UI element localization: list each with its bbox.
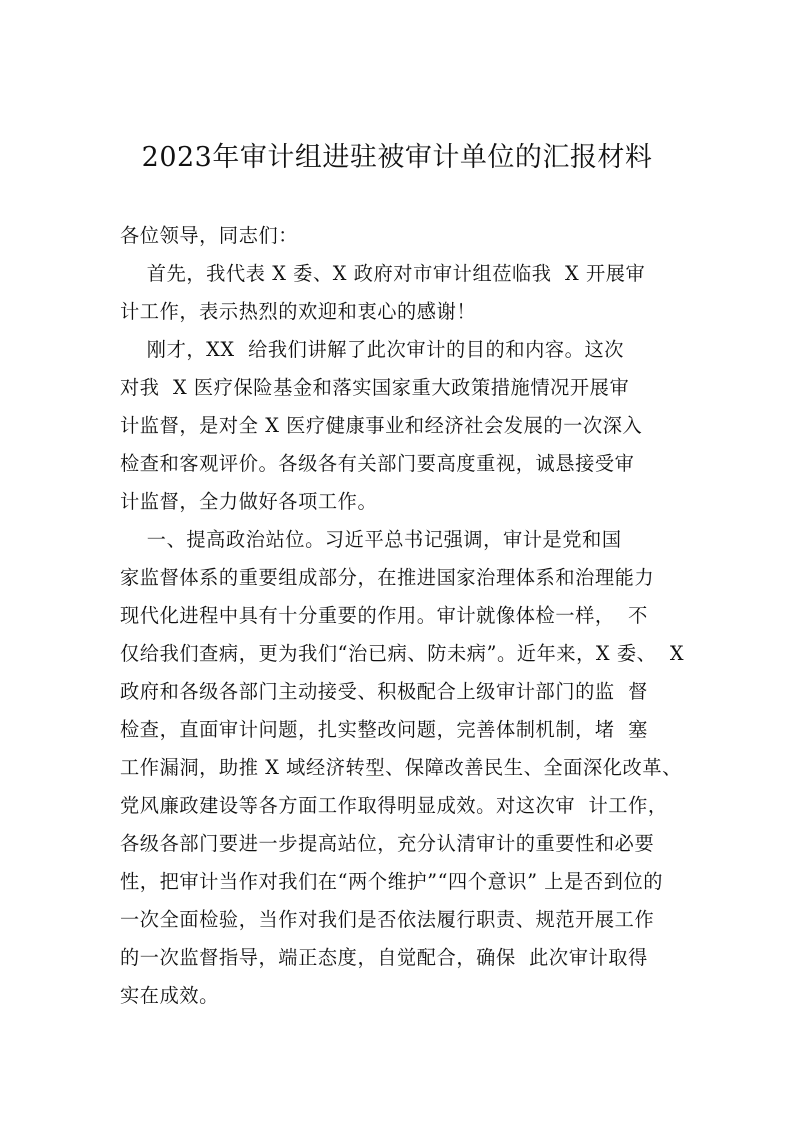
body-line: 现代化进程中具有十分重要的作用。审计就像体检一样， 不 [120, 604, 648, 627]
body-line: 计工作，表示热烈的欢迎和衷心的感谢！ [120, 300, 477, 323]
body-line: 计监督，全力做好各项工作。 [120, 490, 378, 513]
body-line: 刚才，XX 给我们讲解了此次审计的目的和内容。这次 [120, 338, 625, 361]
body-line: 政府和各级各部门主动接受、积极配合上级审计部门的监 督 [120, 680, 648, 703]
body-line: 检查和客观评价。各级各有关部门要高度重视，诚恳接受审 [120, 452, 635, 475]
body-line: 检查，直面审计问题，扎实整改问题，完善体制机制，堵 塞 [120, 718, 648, 741]
body-line: 党风廉政建设等各方面工作取得明显成效。对这次审 计工作， [120, 794, 668, 817]
body-line: 对我 X 医疗保险基金和落实国家重大政策措施情况开展审 [120, 376, 630, 399]
body-line: 的一次监督指导，端正态度，自觉配合，确保 此次审计取得 [120, 946, 648, 969]
body-line: 性，把审计当作对我们在“两个维护”“四个意识” 上是否到位的 [120, 870, 664, 893]
body-line: 家监督体系的重要组成部分，在推进国家治理体系和治理能力 [120, 566, 655, 589]
body-line: 一、提高政治站位。习近平总书记强调，审计是党和国 [120, 528, 622, 551]
body-line: 各位领导，同志们： [120, 224, 299, 247]
body-line: 计监督，是对全 X 医疗健康事业和经济社会发展的一次深入 [120, 414, 643, 437]
body-line: 各级各部门要进一步提高站位，充分认清审计的重要性和必要 [120, 832, 655, 855]
body-line: 仅给我们查病，更为我们“治已病、防未病”。近年来，X 委、 X [120, 642, 685, 665]
body-line: 工作漏洞，助推 X 域经济转型、保障改善民生、全面深化改革、 [120, 756, 682, 779]
body-line: 首先，我代表 X 委、X 政府对市审计组莅临我 X 开展审 [120, 262, 646, 285]
body-line: 实在成效。 [120, 984, 219, 1007]
body-line: 一次全面检验，当作对我们是否依法履行职责、规范开展工作 [120, 908, 655, 931]
document-title: 2023年审计组进驻被审计单位的汇报材料 [141, 142, 653, 173]
